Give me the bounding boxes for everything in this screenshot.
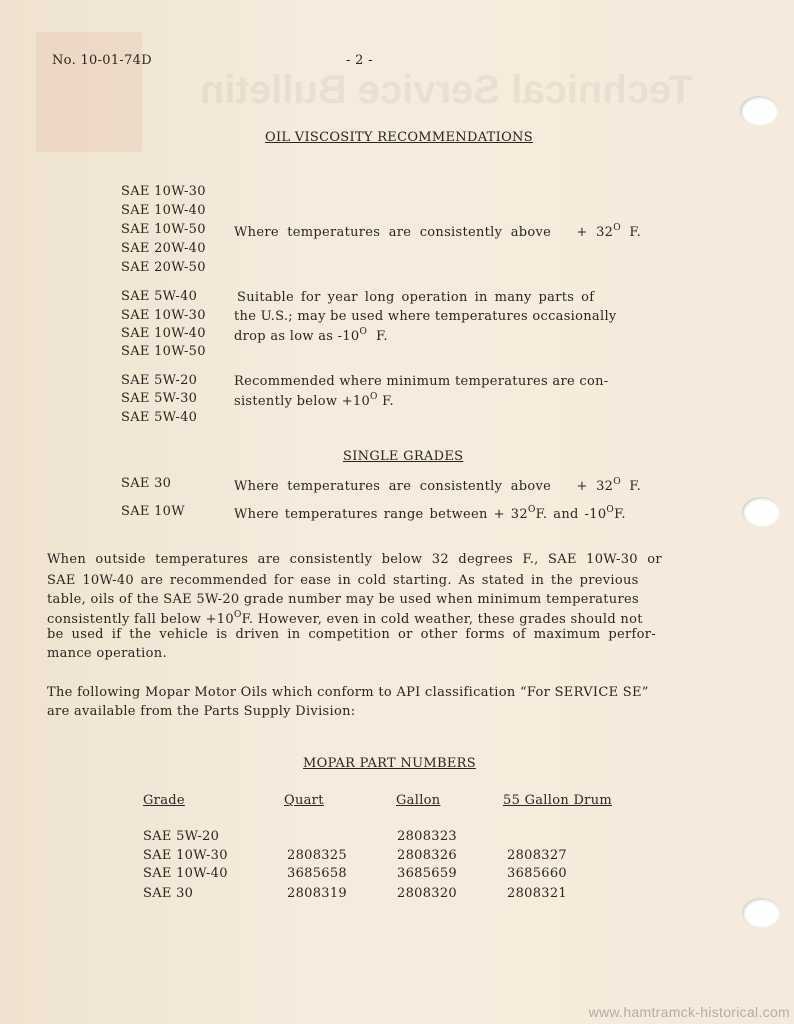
grade-item: SAE 10W bbox=[121, 504, 185, 519]
degree-mark: O bbox=[606, 505, 615, 515]
degree-mark: O bbox=[370, 392, 378, 402]
paragraph-line bbox=[47, 610, 643, 627]
table-cell-quart: 2808319 bbox=[287, 886, 347, 901]
paragraph-line: SAE 10W-40 are recommended for ease in cold starting. As stated in the previous bbox=[47, 573, 639, 588]
degree-mark: O bbox=[613, 477, 621, 487]
recommendation-line bbox=[234, 392, 394, 409]
table-cell-grade: SAE 30 bbox=[143, 886, 194, 901]
column-header-quart: Quart bbox=[284, 793, 324, 808]
single-grades-title: SINGLE GRADES bbox=[343, 449, 464, 464]
grade-item: SAE 10W-40 bbox=[121, 326, 206, 341]
recommendation-phrase: Where temperatures range between + bbox=[234, 507, 505, 522]
recommendation-text bbox=[234, 505, 626, 522]
recommendation-line: the U.S.; may be used where temperatures occasionally bbox=[234, 309, 617, 324]
table-cell-gallon: 2808323 bbox=[397, 829, 457, 844]
grade-item: SAE 10W-50 bbox=[121, 222, 206, 237]
table-cell-gallon: 2808326 bbox=[397, 848, 457, 863]
grade-item: SAE 20W-50 bbox=[121, 260, 206, 275]
recommendation-text bbox=[234, 223, 641, 240]
recommendation-phrase: Where temperatures are consistently above bbox=[234, 225, 552, 240]
binder-hole-middle bbox=[742, 497, 780, 527]
recommendation-line bbox=[234, 327, 388, 344]
table-cell-drum: 2808327 bbox=[507, 848, 567, 863]
table-cell-drum: 2808321 bbox=[507, 886, 567, 901]
recommendation-phrase: drop as low as -10 bbox=[234, 329, 360, 344]
paragraph-line: mance operation. bbox=[47, 646, 167, 661]
grade-item: SAE 10W-30 bbox=[121, 308, 206, 323]
grade-item: SAE 10W-30 bbox=[121, 184, 206, 199]
temperature: + 32 bbox=[576, 479, 614, 494]
recommendation-text bbox=[234, 477, 641, 494]
degree-mark: O bbox=[527, 505, 536, 515]
column-header-grade: Grade bbox=[143, 793, 185, 808]
bleed-through-banner: Technical Service Bulletin bbox=[200, 68, 693, 112]
paragraph-line: The following Mopar Motor Oils which conform to API classification “For SERVICE SE” bbox=[47, 685, 649, 700]
paragraph-line: When outside temperatures are consistently below 32 degrees F., SAE 10W-30 or bbox=[47, 552, 662, 567]
temperature-unit: F. bbox=[629, 225, 642, 240]
paragraph-segment: consistently fall below +10 bbox=[47, 612, 234, 627]
doc-number: No. 10-01-74D bbox=[52, 53, 152, 68]
grade-item: SAE 20W-40 bbox=[121, 241, 206, 256]
table-cell-quart: 3685658 bbox=[287, 866, 347, 881]
column-header-drum: 55 Gallon Drum bbox=[503, 793, 612, 808]
degree-mark: O bbox=[233, 610, 242, 620]
column-header-gallon: Gallon bbox=[396, 793, 441, 808]
table-cell-drum: 3685660 bbox=[507, 866, 567, 881]
paragraph-line: are available from the Parts Supply Division: bbox=[47, 704, 356, 719]
recommendation-line: Recommended where minimum temperatures are con- bbox=[234, 374, 609, 389]
recommendation-phrase: sistently below +10 bbox=[234, 394, 371, 409]
paragraph-line: be used if the vehicle is driven in competition or other forms of maximum perfor- bbox=[47, 627, 656, 642]
source-watermark-url: www.hamtramck-historical.com bbox=[588, 1004, 790, 1020]
parts-table-title: MOPAR PART NUMBERS bbox=[303, 756, 476, 771]
grade-item: SAE 30 bbox=[121, 476, 172, 491]
temperature-range-mid: F. and -10 bbox=[535, 507, 607, 522]
table-cell-grade: SAE 5W-20 bbox=[143, 829, 220, 844]
recommendation-line: Suitable for year long operation in many parts of bbox=[237, 290, 595, 305]
degree-mark: O bbox=[613, 223, 621, 233]
table-cell-gallon: 2808320 bbox=[397, 886, 457, 901]
binder-hole-top bbox=[740, 96, 778, 126]
degree-mark: O bbox=[359, 327, 368, 337]
grade-item: SAE 5W-30 bbox=[121, 391, 198, 406]
grade-item: SAE 10W-50 bbox=[121, 344, 206, 359]
grade-item: SAE 10W-40 bbox=[121, 203, 206, 218]
paragraph-segment: F. However, even in cold weather, these grades should not bbox=[241, 612, 643, 627]
temperature-unit: F. bbox=[382, 394, 394, 409]
bleed-through-logo bbox=[36, 32, 142, 152]
page-marker: - 2 - bbox=[346, 53, 373, 68]
table-cell-gallon: 3685659 bbox=[397, 866, 457, 881]
temperature-unit: F. bbox=[376, 329, 388, 344]
recommendation-phrase: Where temperatures are consistently above bbox=[234, 479, 552, 494]
grade-item: SAE 5W-20 bbox=[121, 373, 198, 388]
paragraph-line: table, oils of the SAE 5W-20 grade number may be used when minimum temperatures bbox=[47, 592, 639, 607]
temperature-unit: F. bbox=[614, 507, 626, 522]
temperature: + 32 bbox=[576, 225, 614, 240]
temperature-unit: F. bbox=[629, 479, 642, 494]
table-cell-quart: 2808325 bbox=[287, 848, 347, 863]
temperature: 32 bbox=[510, 507, 528, 522]
binder-hole-bottom bbox=[742, 898, 780, 928]
table-cell-grade: SAE 10W-30 bbox=[143, 848, 228, 863]
page-title: OIL VISCOSITY RECOMMENDATIONS bbox=[265, 130, 533, 145]
table-cell-grade: SAE 10W-40 bbox=[143, 866, 228, 881]
grade-item: SAE 5W-40 bbox=[121, 289, 198, 304]
grade-item: SAE 5W-40 bbox=[121, 410, 198, 425]
